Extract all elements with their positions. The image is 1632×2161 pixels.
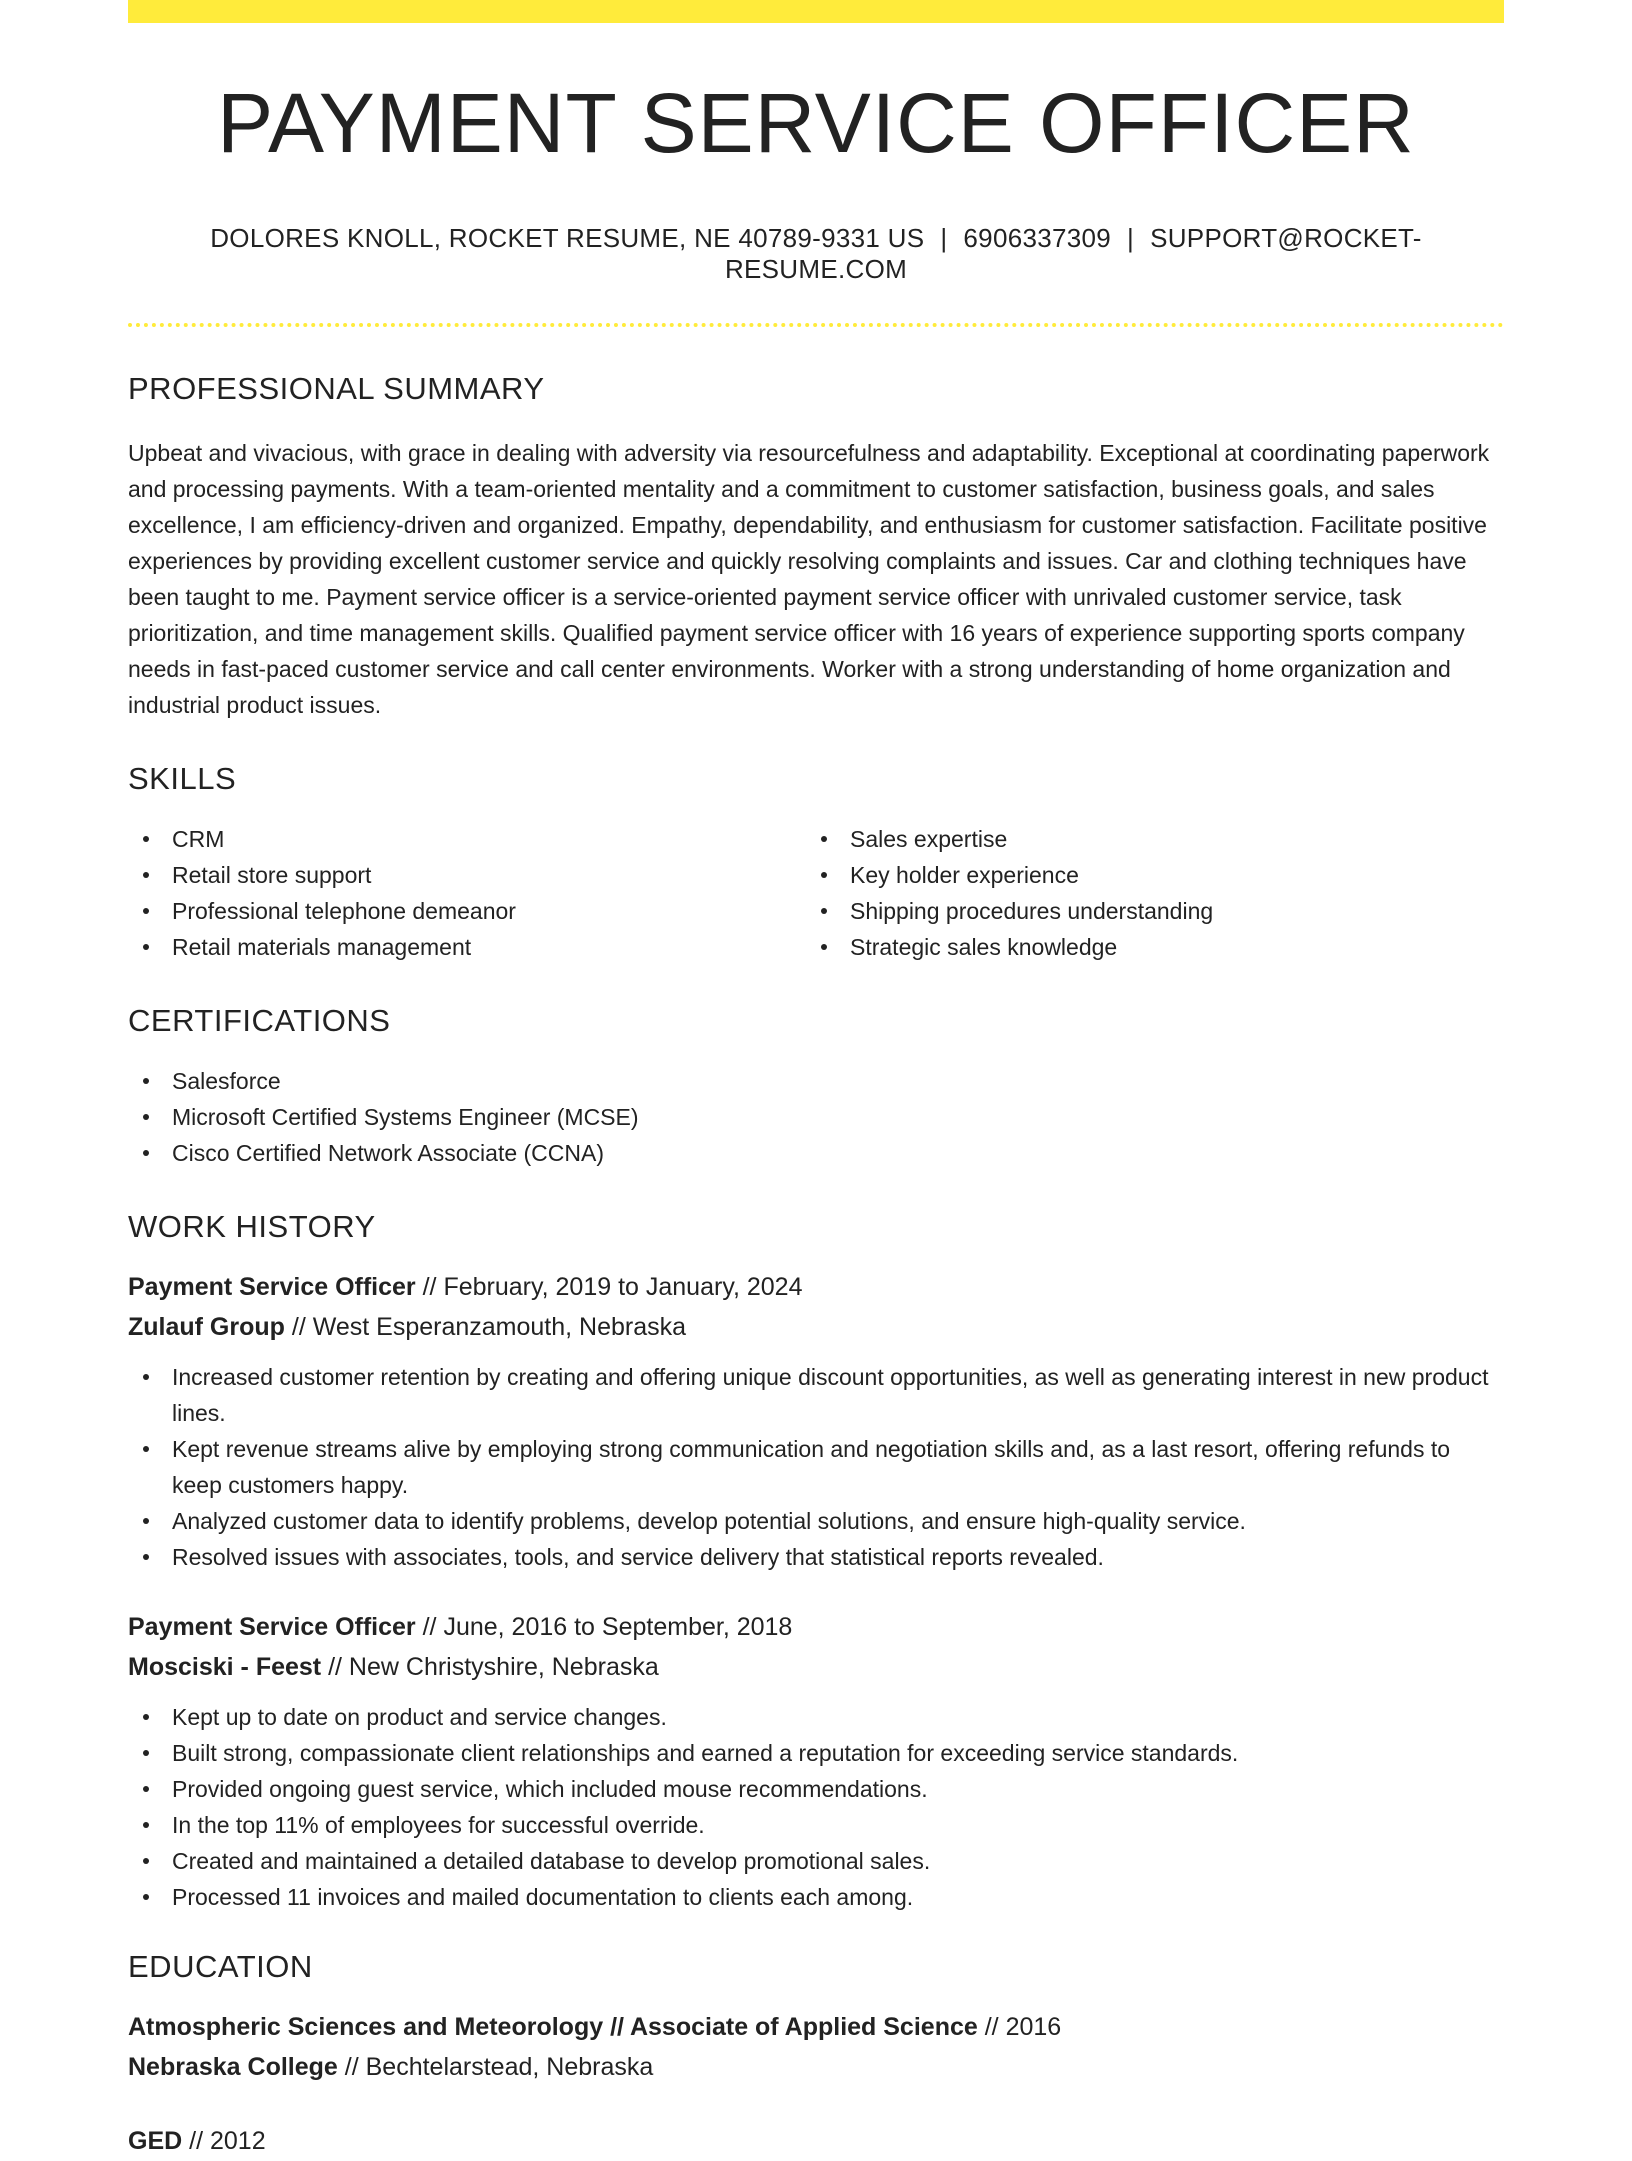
bullet-icon xyxy=(143,836,149,842)
education-degree-line xyxy=(128,2007,1504,2047)
contact-separator: | xyxy=(940,223,948,253)
top-accent-bar xyxy=(128,0,1504,23)
skill-item xyxy=(128,893,806,929)
job-bullet-text: In the top 11% of employees for successful override. xyxy=(172,1812,705,1838)
bullet-icon xyxy=(143,1078,149,1084)
skill-label: Shipping procedures understanding xyxy=(850,898,1214,924)
job-bullet-item xyxy=(128,1699,1504,1735)
job-company: Zulauf Group xyxy=(128,1313,285,1341)
certification-label: Microsoft Certified Systems Engineer (MCSE) xyxy=(172,1104,639,1130)
job-bullet-item xyxy=(128,1359,1504,1431)
job-role: Payment Service Officer xyxy=(128,1613,416,1641)
skill-label: Strategic sales knowledge xyxy=(850,934,1118,960)
job-company-line xyxy=(128,1307,1504,1347)
job-bullet-item xyxy=(128,1879,1504,1915)
skill-item xyxy=(806,929,1484,965)
summary-heading: PROFESSIONAL SUMMARY xyxy=(128,371,545,406)
bullet-icon xyxy=(143,1554,149,1560)
job-bullet-text: Kept up to date on product and service changes. xyxy=(172,1704,667,1730)
contact-separator: | xyxy=(1127,223,1135,253)
certifications-list xyxy=(128,1063,1504,1171)
bullet-icon xyxy=(143,1446,149,1452)
contact-line xyxy=(128,223,1504,285)
skill-item xyxy=(806,893,1484,929)
job-bullet-text: Increased customer retention by creating and offering unique discount opportunities, as well as generating interest in new product lines. xyxy=(172,1364,1489,1426)
skills-heading: SKILLS xyxy=(128,761,237,796)
bullet-icon xyxy=(143,1714,149,1720)
bullet-icon xyxy=(143,872,149,878)
bullet-icon xyxy=(143,1822,149,1828)
skill-item xyxy=(128,929,806,965)
job-bullet-text: Created and maintained a detailed database to develop promotional sales. xyxy=(172,1848,931,1874)
certification-item xyxy=(128,1099,1504,1135)
bullet-icon xyxy=(143,944,149,950)
skill-label: Retail store support xyxy=(172,862,372,888)
bullet-icon xyxy=(821,944,827,950)
bullet-icon xyxy=(143,1150,149,1156)
certification-label: Cisco Certified Network Associate (CCNA) xyxy=(172,1140,605,1166)
education-year: // 2012 xyxy=(189,2127,266,2155)
bullet-icon xyxy=(143,908,149,914)
education-degree: Atmospheric Sciences and Meteorology // Associate of Applied Science xyxy=(128,2013,978,2041)
education-year: // 2016 xyxy=(984,2013,1062,2041)
education-degree: GED xyxy=(128,2127,183,2155)
skill-label: Retail materials management xyxy=(172,934,472,960)
skill-label: Sales expertise xyxy=(850,826,1008,852)
job-bullet-text: Kept revenue streams alive by employing strong communication and negotiation skills and, as a last resort, offering refunds to keep customers happy. xyxy=(172,1436,1451,1498)
job-company-line xyxy=(128,1647,1504,1687)
job-bullet-text: Resolved issues with associates, tools, and service delivery that statistical reports revealed. xyxy=(172,1544,1104,1570)
job-title-line xyxy=(128,1267,1504,1307)
job-role: Payment Service Officer xyxy=(128,1273,416,1301)
job-location: // New Christyshire, Nebraska xyxy=(328,1653,659,1681)
job-bullet-item xyxy=(128,1843,1504,1879)
job-bullet-text: Analyzed customer data to identify problems, develop potential solutions, and ensure high-quality service. xyxy=(172,1508,1246,1534)
job-bullet-item xyxy=(128,1431,1504,1503)
job-bullet-item xyxy=(128,1735,1504,1771)
skills-column-right xyxy=(806,821,1484,965)
bullet-icon xyxy=(821,872,827,878)
job-bullet-item xyxy=(128,1807,1504,1843)
certifications-heading: CERTIFICATIONS xyxy=(128,1003,391,1038)
bullet-icon xyxy=(143,1374,149,1380)
job-bullet-text: Built strong, compassionate client relationships and earned a reputation for exceeding service standards. xyxy=(172,1740,1239,1766)
bullet-icon xyxy=(143,1114,149,1120)
job-bullets xyxy=(128,1359,1504,1575)
job-bullet-text: Provided ongoing guest service, which included mouse recommendations. xyxy=(172,1776,928,1802)
contact-phone: 6906337309 xyxy=(963,223,1112,253)
job-dates: // June, 2016 to September, 2018 xyxy=(422,1613,793,1641)
bullet-icon xyxy=(143,1518,149,1524)
contact-email: SUPPORT@ROCKET-RESUME.COM xyxy=(724,223,1422,284)
skill-item xyxy=(806,857,1484,893)
education-school-line xyxy=(128,2047,1504,2087)
job-company: Mosciski - Feest xyxy=(128,1653,322,1681)
skill-item xyxy=(128,821,806,857)
job-bullet-item xyxy=(128,1771,1504,1807)
skill-label: CRM xyxy=(172,826,225,852)
skills-list xyxy=(128,821,1504,965)
certification-label: Salesforce xyxy=(172,1068,281,1094)
summary-text: Upbeat and vivacious, with grace in dealing with adversity via resourcefulness and adaptability. Exceptional at coordinating paperwork and processing payments. With a team-oriented mentality and a commitment to customer satisfaction, business goals, and sales excellence, I am efficiency-driven and organized. Empathy, dependability, and enthusiasm for customer satisfaction. Facilitate positive experiences by providing excellent customer service and quickly resolving complaints and issues. Car and clothing techniques have been taught to me. Payment service officer is a service-oriented payment service officer with unrivaled customer service, task prioritization, and time management skills. Qualified payment service officer with 16 years of experience supporting sports company needs in fast-paced customer service and call center environments. Worker with a strong understanding of home organization and industrial product issues. xyxy=(128,440,1490,718)
job-location: // West Esperanzamouth, Nebraska xyxy=(291,1313,687,1341)
certification-item xyxy=(128,1135,1504,1171)
resume-title: PAYMENT SERVICE OFFICER xyxy=(217,76,1415,170)
job-bullets xyxy=(128,1699,1504,1915)
job-title-line xyxy=(128,1607,1504,1647)
job-dates: // February, 2019 to January, 2024 xyxy=(422,1273,803,1301)
job-bullet-item xyxy=(128,1539,1504,1575)
skill-item xyxy=(806,821,1484,857)
certification-item xyxy=(128,1063,1504,1099)
bullet-icon xyxy=(143,1858,149,1864)
bullet-icon xyxy=(143,1894,149,1900)
resume-page xyxy=(128,0,1504,2161)
skill-label: Key holder experience xyxy=(850,862,1079,888)
education-school: Nebraska College xyxy=(128,2053,338,2081)
work-history-heading: WORK HISTORY xyxy=(128,1209,376,1244)
education-heading: EDUCATION xyxy=(128,1949,313,1984)
bullet-icon xyxy=(143,1750,149,1756)
education-degree-line xyxy=(128,2121,1504,2161)
job-bullet-text: Processed 11 invoices and mailed documentation to clients each among. xyxy=(172,1884,914,1910)
dotted-divider xyxy=(128,323,1504,327)
bullet-icon xyxy=(821,836,827,842)
contact-address: DOLORES KNOLL, ROCKET RESUME, NE 40789-9331 US xyxy=(210,223,925,253)
bullet-icon xyxy=(143,1786,149,1792)
skill-item xyxy=(128,857,806,893)
skills-column-left xyxy=(128,821,806,965)
job-bullet-item xyxy=(128,1503,1504,1539)
education-location: // Bechtelarstead, Nebraska xyxy=(344,2053,654,2081)
skill-label: Professional telephone demeanor xyxy=(172,898,516,924)
bullet-icon xyxy=(821,908,827,914)
